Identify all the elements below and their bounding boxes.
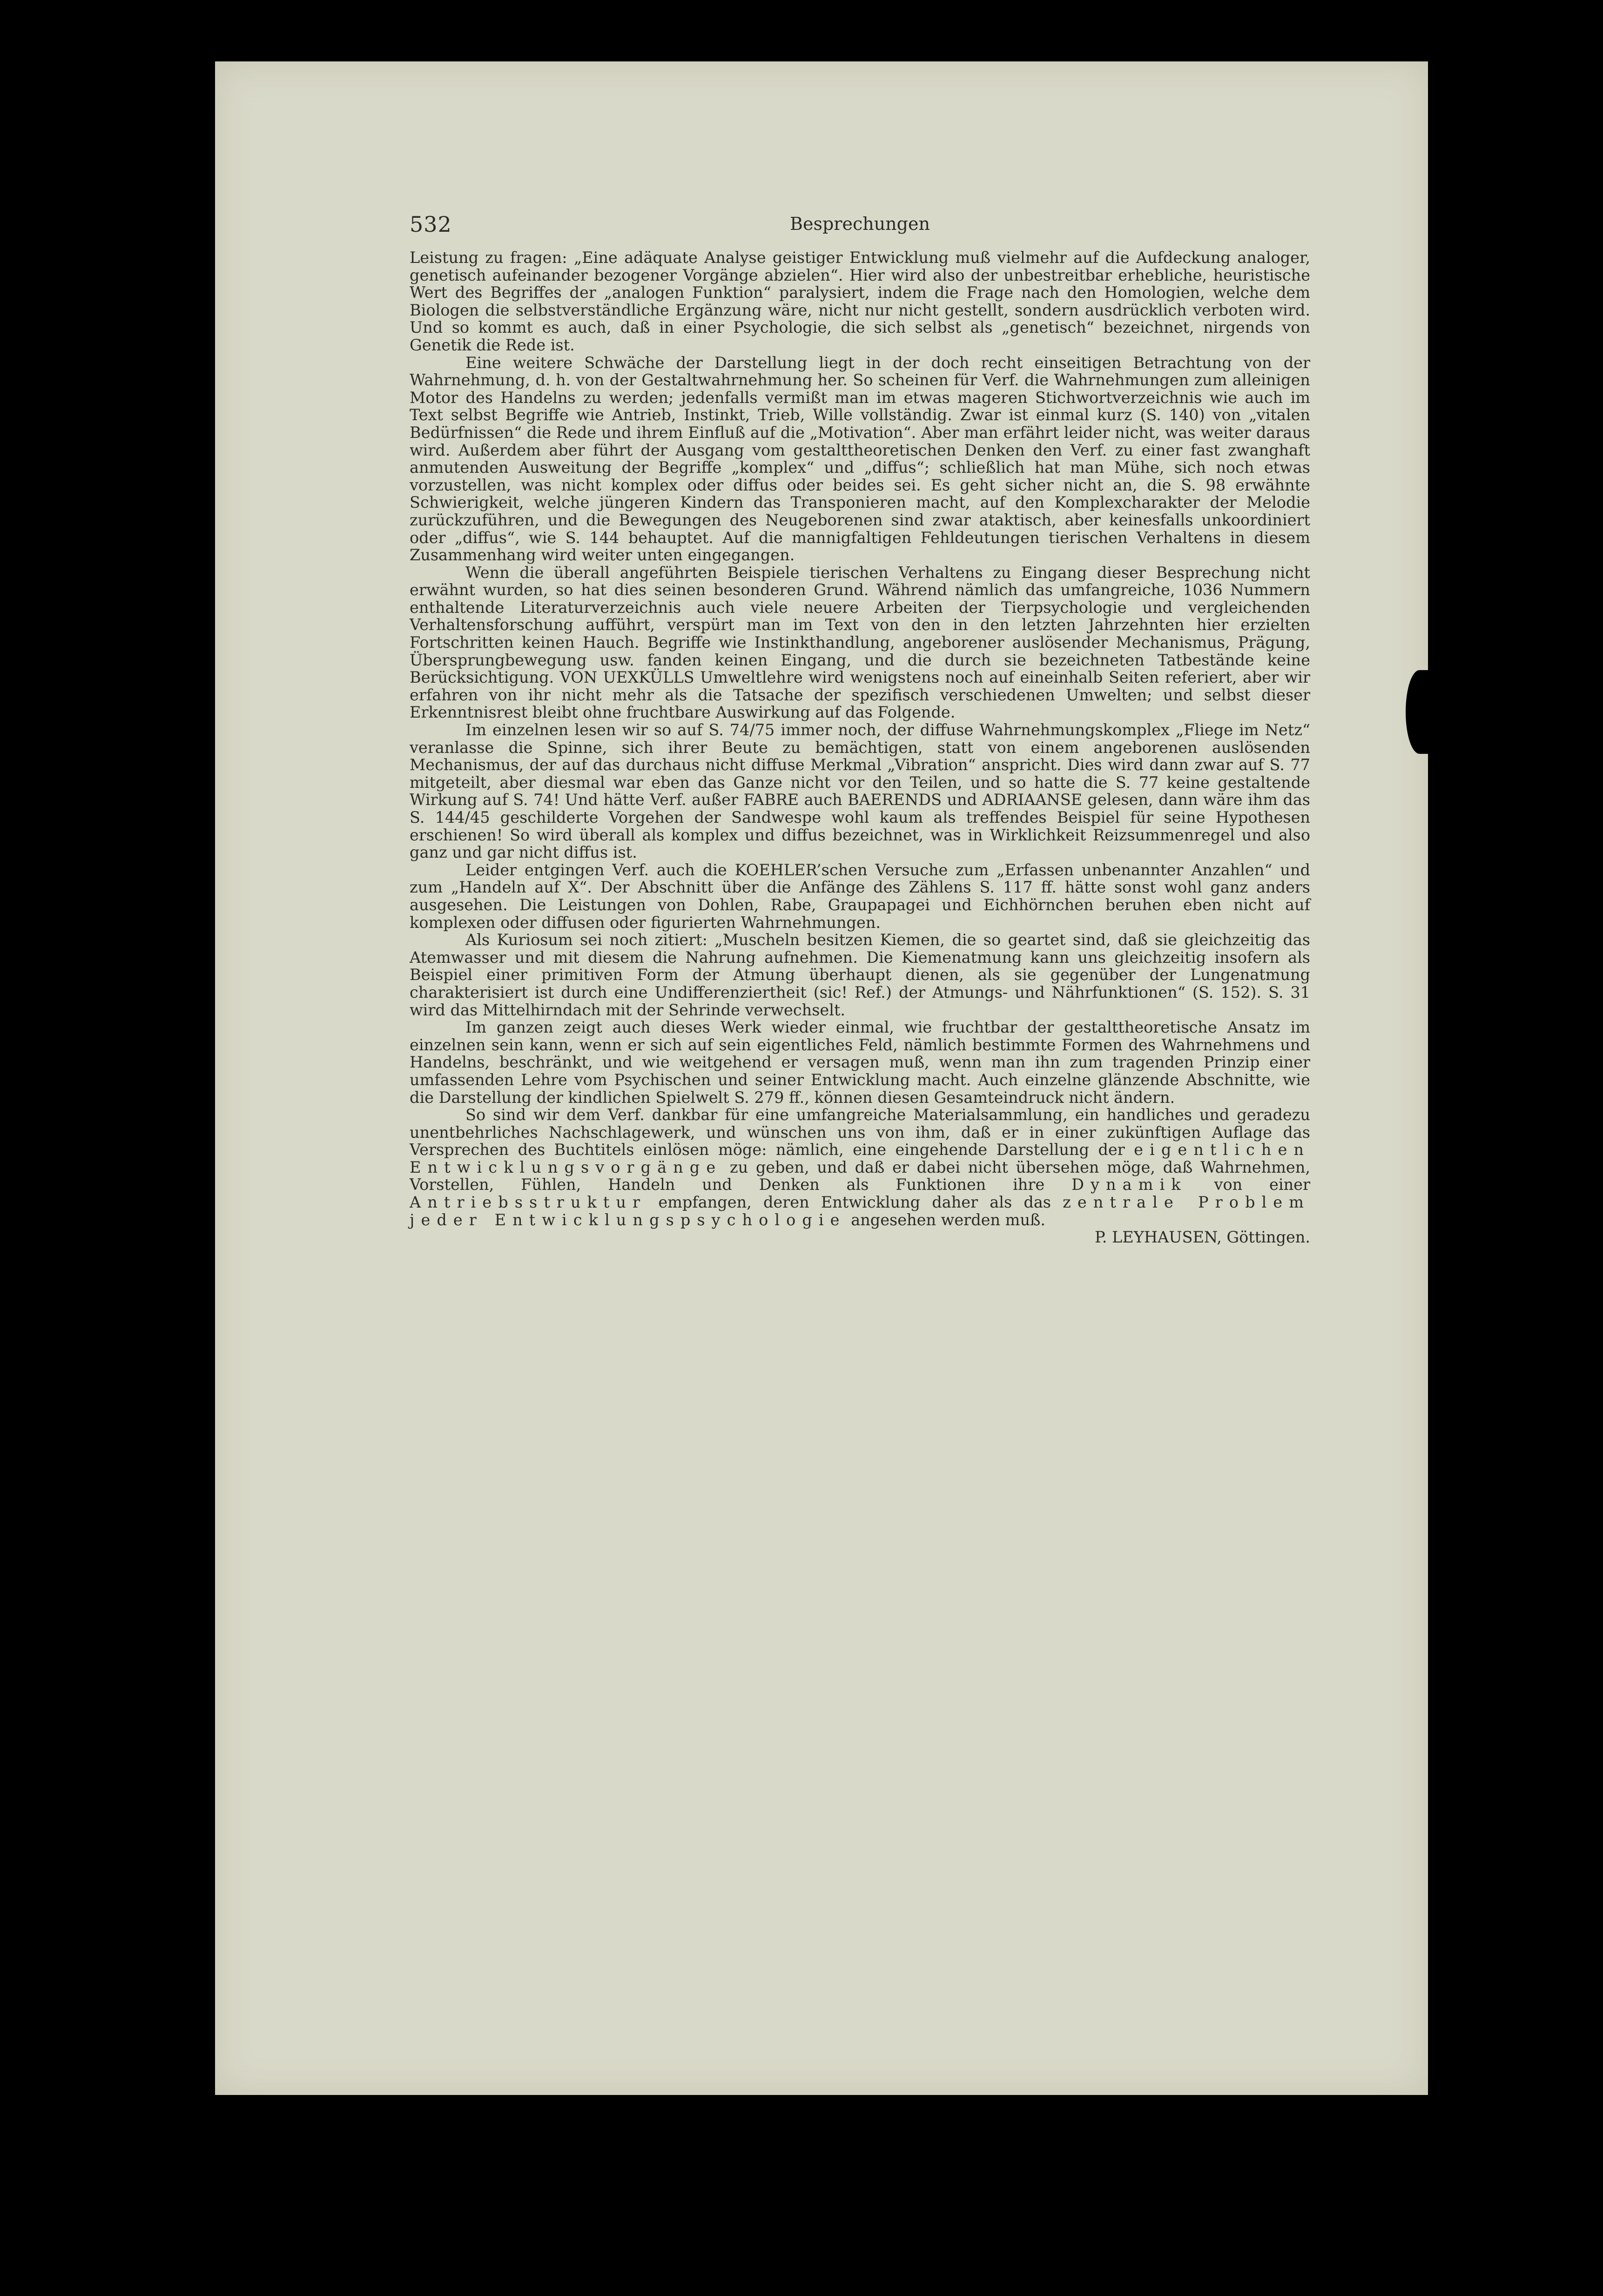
emphasis-dynamik: Dynamik <box>1071 1175 1187 1194</box>
paragraph-5: Leider entgingen Verf. auch die KOEHLER’schen Versuche zum „Erfassen unbenannter Anzahlen“ und zum „Handeln auf X“. Der Abschnitt über die Anfänge des Zählens S. 117 ff. hätte sonst wohl ganz anders ausgesehen. Die Leistungen von Dohlen, Rabe, Graupapagei und Eichhörnchen beruhen eben nicht auf komplexen oder diffusen oder figurierten Wahrnehmungen. <box>410 860 1310 932</box>
emphasis-zentrales-problem: zentrale Problem jeder Entwicklungspsychologie <box>410 1193 1310 1229</box>
emphasis-antriebsstruktur: Antriebsstruktur <box>410 1193 647 1212</box>
reviewer-signature: P. LEYHAUSEN, Göttingen. <box>1094 1228 1310 1247</box>
page-content <box>410 212 1310 1246</box>
paragraph-1: Leistung zu fragen: „Eine adäquate Analyse geistiger Entwicklung muß vielmehr auf die Aufdeckung analoger, genetisch aufeinander bezogener Vorgänge abzielen“. Hier wird also der unbestreitbar erhebliche, heuristische Wert des Begriffes der „analogen Funktion“ paralysiert, indem die Frage nach den Homologien, welche dem Biologen die selbstverständliche Ergänzung wäre, nicht nur nicht gestellt, sondern ausdrücklich verboten wird. Und so kommt es auch, daß in einer Psychologie, die sich selbst als „genetisch“ bezeichnet, nirgends von Genetik die Rede ist. <box>410 248 1310 354</box>
paragraph-8 <box>410 1106 1310 1247</box>
paragraph-8-text-3: von einer <box>1214 1175 1310 1194</box>
paragraph-8-text-4: empfangen, deren Entwicklung daher als das <box>658 1193 1051 1212</box>
paragraph-6: Als Kuriosum sei noch zitiert: „Muscheln besitzen Kiemen, die so geartet sind, daß sie gleichzeitig das Atemwasser und mit diesem die Nahrung aufnehmen. Die Kiemenatmung kann uns gleichzeitig insofern als Beispiel einer primitiven Form der Atmung überhaupt dienen, als sie gegenüber der Lungenatmung charakterisiert ist durch eine Undifferenziertheit (sic! Ref.) der Atmungs- und Nährfunktionen“ (S. 152). S. 31 wird das Mittelhirndach mit der Sehrinde verwechselt. <box>410 931 1310 1019</box>
paragraph-7: Im ganzen zeigt auch dieses Werk wieder einmal, wie fruchtbar der gestalttheoretische Ansatz im einzelnen sein kann, wenn er sich auf sein eigentliches Feld, nämlich bestimmte Formen des Wahrnehmens und Handelns, beschränkt, und wie weitgehend er versagen muß, wenn man ihn zum tragenden Prinzip einer umfassenden Lehre vom Psychischen und seiner Entwicklung macht. Auch einzelne glänzende Abschnitte, wie die Darstellung der kindlichen Spielwelt S. 279 ff., können diesen Gesamteindruck nicht ändern. <box>410 1018 1310 1107</box>
page-header <box>410 212 1310 249</box>
paragraph-8-text-5: angesehen werden muß. <box>851 1210 1046 1229</box>
paragraph-4: Im einzelnen lesen wir so auf S. 74/75 immer noch, der diffuse Wahrnehmungskomplex „Fliege im Netz“ veranlasse die Spinne, sich ihrer Beute zu bemächtigen, statt von einem angeborenen auslösenden Mechanismus, der auf das durchaus nicht diffuse Merkmal „Vibration“ anspricht. Dies wird dann zwar auf S. 77 mitgeteilt, aber diesmal war eben das Ganze nicht vor den Teilen, und so hatte die S. 77 keine gestaltende Wirkung auf S. 74! Und hätte Verf. außer FABRE auch BAERENDS und ADRIAANSE gelesen, dann wäre ihm das S. 144/45 geschilderte Vorgehen der Sandwespe wohl kaum als treffendes Beispiel für seine Hypothesen erschienen! So wird überall als komplex und diffus bezeichnet, was in Wirklichkeit Reizsummenregel und also ganz und gar nicht diffus ist. <box>410 721 1310 862</box>
emphasis-entwicklungsvorgaenge: eigentlichen Entwicklungsvorgänge <box>410 1141 1310 1176</box>
paragraph-8-text-2: zu geben, und daß er dabei nicht übersehen möge, daß Wahrnehmen, Vorstellen, Fühlen, Handeln und Denken als Funktionen ihre <box>410 1158 1310 1194</box>
paragraph-2: Eine weitere Schwäche der Darstellung liegt in der doch recht einseitigen Betrachtung von der Wahrnehmung, d. h. von der Gestaltwahrnehmung her. So scheinen für Verf. die Wahrnehmungen zum alleinigen Motor des Handelns zu werden; jedenfalls vermißt man im etwas mageren Stichwortverzeichnis wie auch im Text selbst Begriffe wie Antrieb, Instinkt, Trieb, Wille vollständig. Zwar ist einmal kurz (S. 140) von „vitalen Bedürfnissen“ die Rede und ihrem Einfluß auf die „Motivation“. Aber man erfährt leider nicht, was weiter daraus wird. Außerdem aber führt der Ausgang vom gestalttheoretischen Denken den Verf. zu einer fast zwanghaft anmutenden Ausweitung der Begriffe „komplex“ und „diffus“; schließlich hat man Mühe, sich noch etwas vorzustellen, was nicht komplex oder diffus oder beides sei. Es geht sicher nicht an, die S. 98 erwähnte Schwierigkeit, welche jüngeren Kindern das Transponieren macht, auf den Komplexcharakter der Melodie zurückzuführen, und die Bewegungen des Neugeborenen sind zwar ataktisch, aber keinesfalls unkoordiniert oder „diffus“, wie S. 144 behauptet. Auf die mannigfaltigen Fehldeutungen tierischen Verhaltens in diesem Zusammenhang wird weiter unten eingegangen. <box>410 353 1310 564</box>
paragraph-3: Wenn die überall angeführten Beispiele tierischen Verhaltens zu Eingang dieser Besprechung nicht erwähnt wurden, so hat dies seinen besonderen Grund. Während nämlich das umfangreiche, 1036 Nummern enthaltende Literaturverzeichnis auch viele neuere Arbeiten der Tierpsychologie und vergleichenden Verhaltensforschung aufführt, verspürt man im Text von den in den letzten Jahrzehnten hier erzielten Fortschritten keinen Hauch. Begriffe wie Instinkthandlung, angeborener auslösender Mechanismus, Prägung, Übersprungbewegung usw. fanden keinen Eingang, und die durch sie bezeichneten Tatbestände keine Berücksichtigung. VON UEXKÜLLS Umweltlehre wird wenigstens noch auf eineinhalb Seiten referiert, aber wir erfahren von ihr nicht mehr als die Tatsache der spezifisch verschiedenen Umwelten; und selbst dieser Erkenntnisrest bleibt ohne fruchtbare Auswirkung auf das Folgende. <box>410 563 1310 722</box>
torn-edge <box>1406 670 1434 754</box>
running-head: Besprechungen <box>790 214 930 234</box>
page-number: 532 <box>410 212 452 237</box>
paragraph-8-text-1: So sind wir dem Verf. dankbar für eine umfangreiche Materialsammlung, ein handliches und geradezu unentbehrliches Nachschlagewerk, und wünschen uns von ihm, daß er in einer zukünftigen Auflage das Versprechen des Buchtitels einlösen möge: nämlich, eine eingehende Darstellung der <box>410 1106 1310 1159</box>
